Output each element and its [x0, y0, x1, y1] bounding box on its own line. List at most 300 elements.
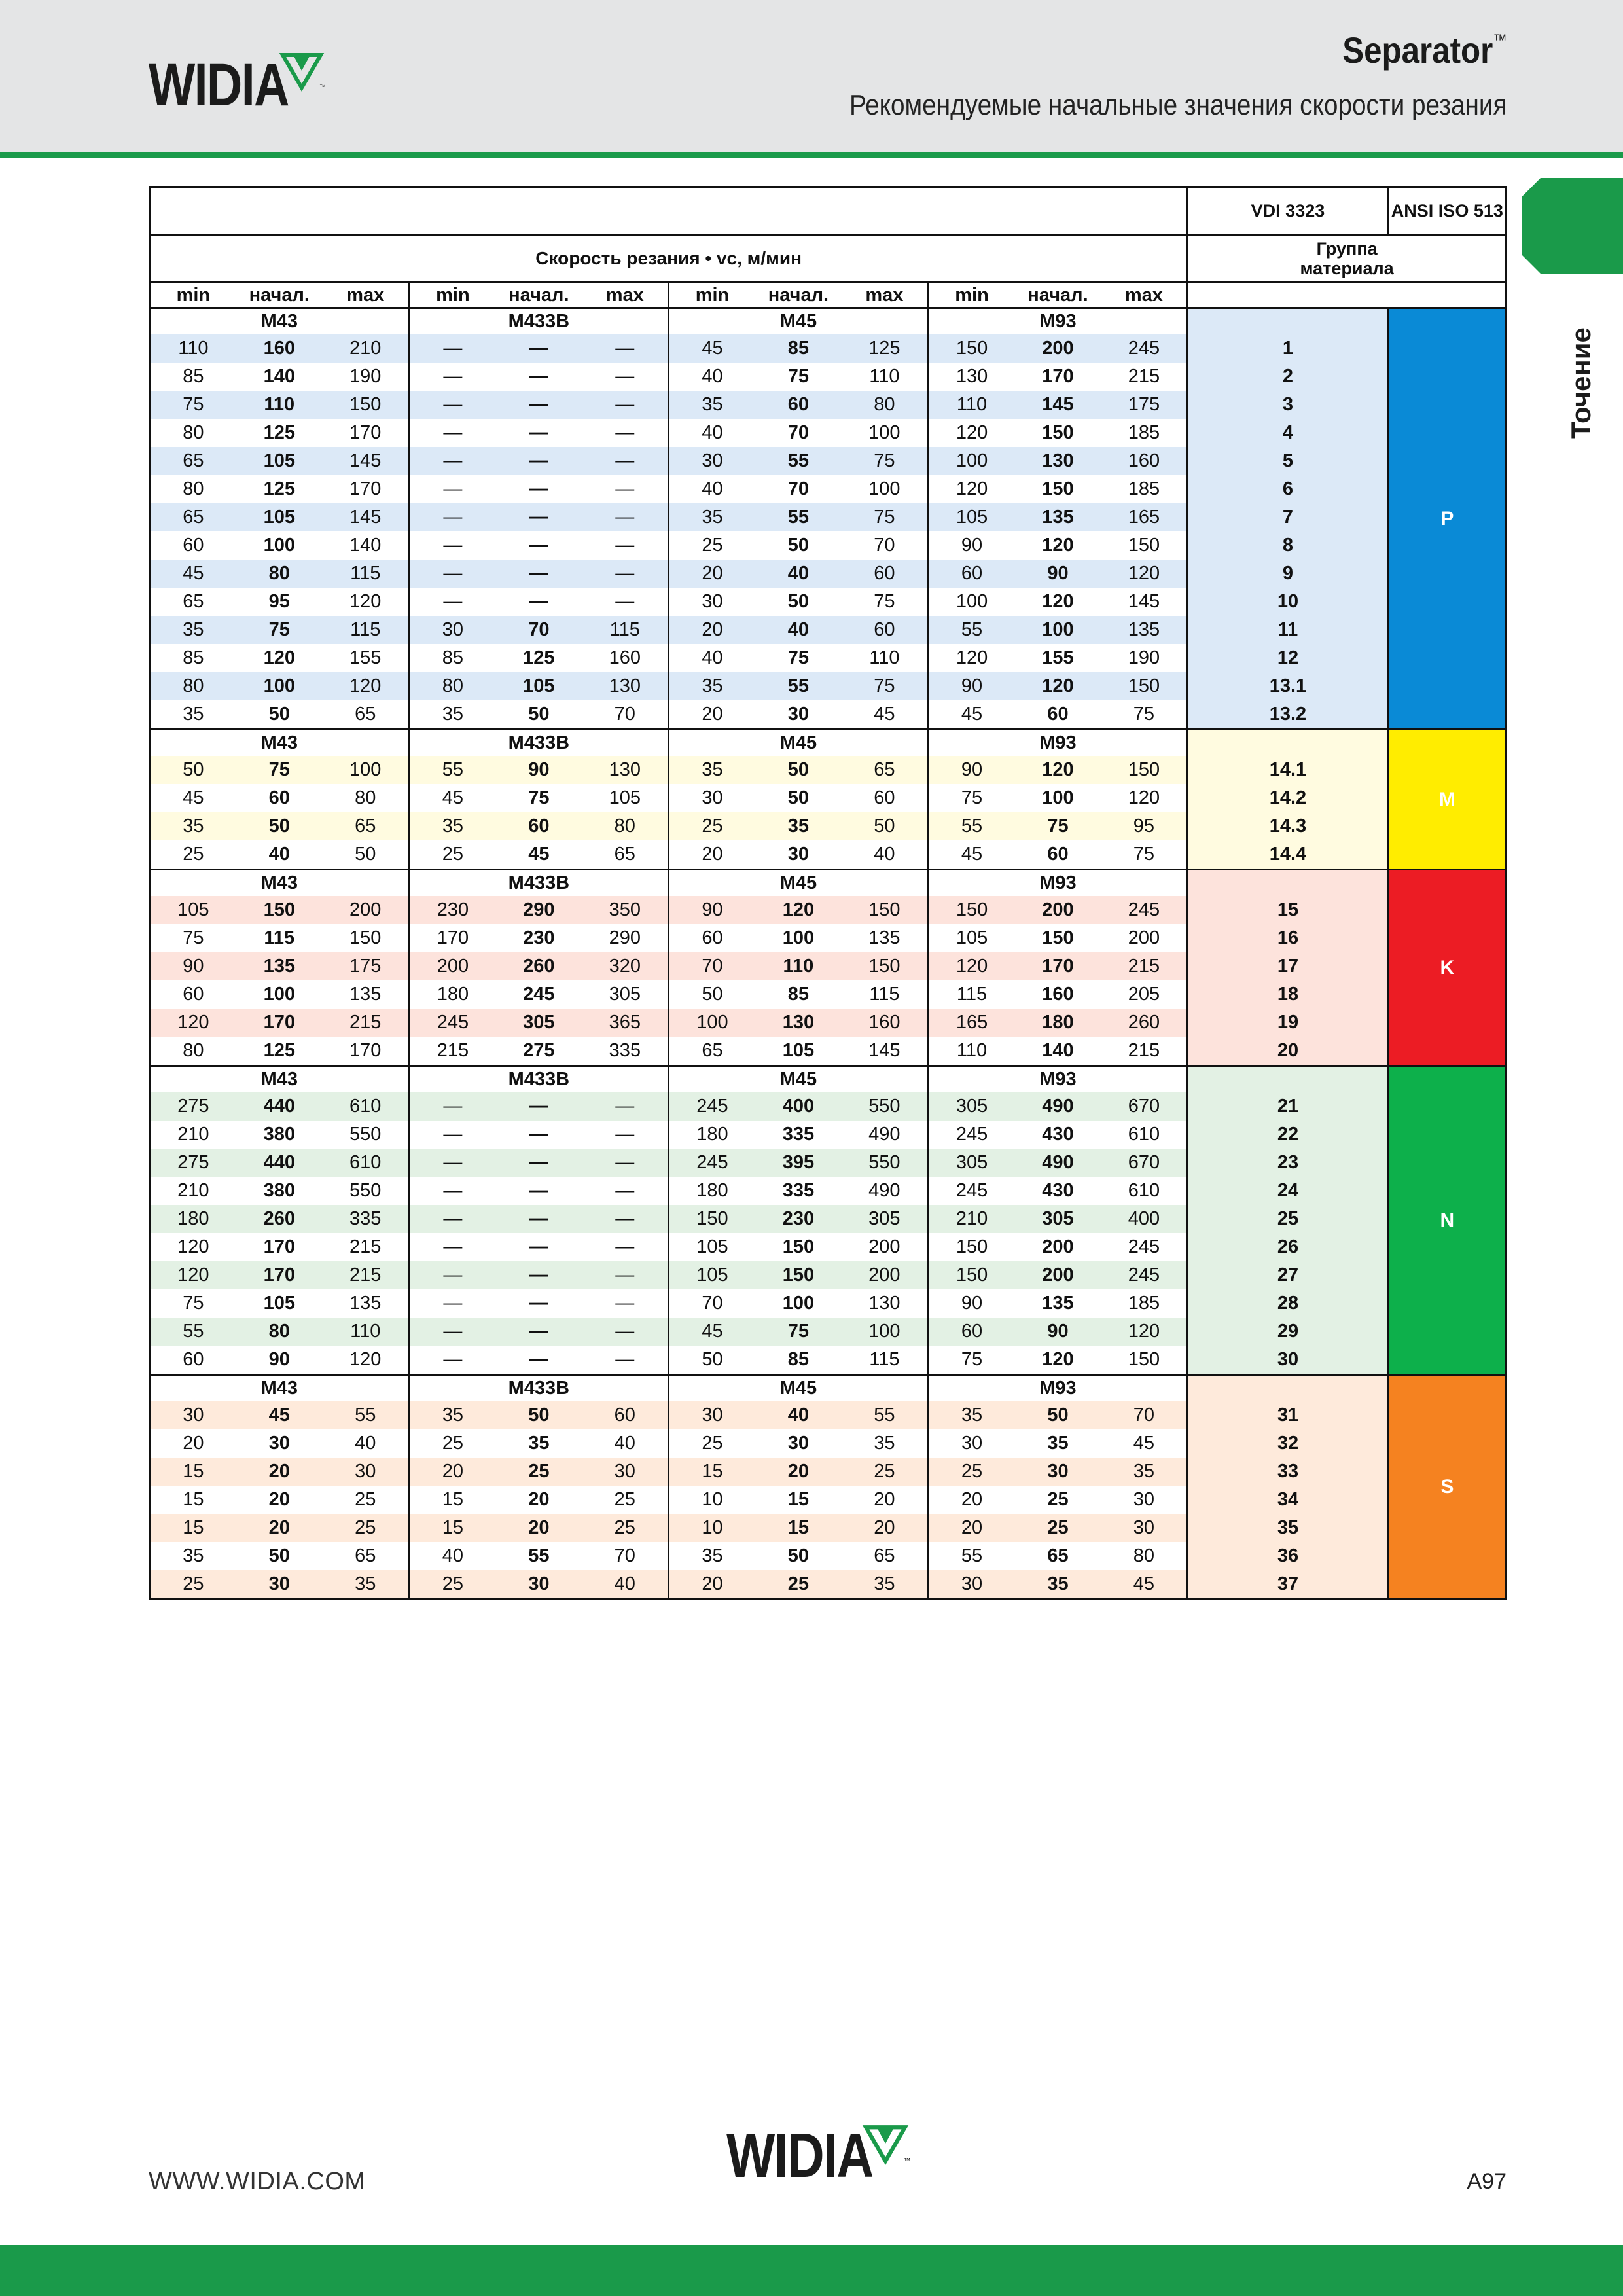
speed-value: 35 — [409, 1401, 495, 1429]
speed-value: 335 — [323, 1205, 409, 1233]
speed-value: 215 — [323, 1261, 409, 1289]
speed-value: 20 — [236, 1514, 323, 1542]
speed-value: 215 — [323, 1233, 409, 1261]
speed-value: 75 — [928, 784, 1014, 812]
speed-value: 75 — [842, 588, 928, 616]
speed-value: 65 — [669, 1037, 755, 1066]
speed-value: 180 — [150, 1205, 236, 1233]
speed-value: 610 — [1101, 1177, 1188, 1205]
speed-value: 125 — [495, 644, 582, 672]
speed-value: — — [582, 334, 668, 363]
group-number-cell — [1188, 870, 1388, 897]
speed-value: 150 — [323, 924, 409, 952]
speed-value: 100 — [842, 419, 928, 447]
grade-name: M433B — [495, 870, 582, 897]
speed-value: 50 — [755, 588, 842, 616]
speed-value: 100 — [842, 475, 928, 503]
speed-value: 120 — [1101, 560, 1188, 588]
material-group-number: 31 — [1188, 1401, 1388, 1429]
speed-value: 40 — [669, 419, 755, 447]
speed-value: 30 — [1101, 1486, 1188, 1514]
grade-spacer — [582, 1375, 668, 1402]
speed-value: 80 — [150, 672, 236, 700]
speed-value: 110 — [928, 391, 1014, 419]
speed-value: 30 — [409, 616, 495, 644]
speed-value: — — [582, 1149, 668, 1177]
speed-value: 610 — [323, 1149, 409, 1177]
speed-value: 245 — [1101, 1233, 1188, 1261]
speed-value: 35 — [755, 812, 842, 840]
speed-value: 45 — [236, 1401, 323, 1429]
material-group-number: 6 — [1188, 475, 1388, 503]
speed-value: 25 — [1014, 1486, 1101, 1514]
speed-value: 100 — [323, 756, 409, 784]
speed-value: 60 — [842, 784, 928, 812]
speed-value: 40 — [409, 1542, 495, 1570]
speed-value: 170 — [1014, 363, 1101, 391]
table-row — [150, 447, 1507, 475]
speed-value: 20 — [928, 1486, 1014, 1514]
material-group-number: 19 — [1188, 1009, 1388, 1037]
speed-value: 170 — [236, 1233, 323, 1261]
speed-value: 150 — [928, 1261, 1014, 1289]
grade-spacer — [1101, 308, 1188, 335]
speed-value: 45 — [669, 1318, 755, 1346]
speed-value: — — [582, 1121, 668, 1149]
speed-value: 35 — [669, 672, 755, 700]
speed-value: 30 — [669, 784, 755, 812]
speed-value: — — [495, 1233, 582, 1261]
material-group-number: 1 — [1188, 334, 1388, 363]
speed-value: 65 — [842, 756, 928, 784]
speed-value: 35 — [928, 1401, 1014, 1429]
table-row — [150, 756, 1507, 784]
speed-value: 60 — [1014, 840, 1101, 870]
speed-value: 50 — [323, 840, 409, 870]
speed-value: 110 — [842, 644, 928, 672]
speed-value: 85 — [755, 980, 842, 1009]
footer-widia-logo — [726, 2121, 910, 2191]
speed-value: 115 — [323, 616, 409, 644]
speed-value: 25 — [409, 1570, 495, 1600]
grade-spacer — [669, 308, 755, 335]
speed-value: 135 — [1014, 503, 1101, 531]
section-tab-label — [1565, 301, 1605, 439]
grade-spacer — [1101, 870, 1188, 897]
speed-value: 15 — [150, 1514, 236, 1542]
speed-value: 185 — [1101, 475, 1188, 503]
speed-value: 75 — [755, 1318, 842, 1346]
speed-value: 30 — [755, 840, 842, 870]
grade-name: M43 — [236, 870, 323, 897]
speed-value: 380 — [236, 1121, 323, 1149]
speed-value: 75 — [150, 391, 236, 419]
grade-name: M45 — [755, 1066, 842, 1093]
speed-value: 60 — [1014, 700, 1101, 730]
speed-value: 60 — [842, 560, 928, 588]
speed-value: — — [409, 475, 495, 503]
speed-value: 120 — [755, 896, 842, 924]
speed-value: 30 — [495, 1570, 582, 1600]
speed-value: 125 — [236, 1037, 323, 1066]
material-group-number: 13.1 — [1188, 672, 1388, 700]
speed-value: 100 — [236, 980, 323, 1009]
grade-name: M43 — [260, 311, 298, 332]
speed-value: — — [495, 334, 582, 363]
material-group-number: 27 — [1188, 1261, 1388, 1289]
speed-value: 180 — [669, 1121, 755, 1149]
speed-value: 55 — [150, 1318, 236, 1346]
speed-value: 35 — [669, 503, 755, 531]
grade-spacer — [669, 1066, 755, 1093]
material-group-number: 28 — [1188, 1289, 1388, 1318]
speed-value: 30 — [236, 1570, 323, 1600]
speed-value: — — [409, 1149, 495, 1177]
speed-value: — — [582, 363, 668, 391]
speed-value: 260 — [236, 1205, 323, 1233]
grade-spacer — [669, 1375, 755, 1402]
speed-value: 25 — [755, 1570, 842, 1600]
speed-value: 25 — [842, 1458, 928, 1486]
material-group-number: 14.4 — [1188, 840, 1388, 870]
speed-value: 120 — [150, 1233, 236, 1261]
speed-value: 80 — [1101, 1542, 1188, 1570]
speed-value: 180 — [669, 1177, 755, 1205]
grade-spacer — [323, 730, 409, 757]
speed-value: 40 — [582, 1429, 668, 1458]
speed-value: 200 — [409, 952, 495, 980]
speed-value: — — [495, 531, 582, 560]
speed-value: 80 — [236, 560, 323, 588]
material-group-number: 23 — [1188, 1149, 1388, 1177]
speed-value: 175 — [323, 952, 409, 980]
speed-value: — — [409, 503, 495, 531]
speed-value: 45 — [495, 840, 582, 870]
speed-value: 20 — [669, 1570, 755, 1600]
speed-value: 25 — [1014, 1514, 1101, 1542]
speed-value: 40 — [755, 616, 842, 644]
speed-value: 45 — [1101, 1429, 1188, 1458]
speed-value: 25 — [323, 1514, 409, 1542]
speed-value: 20 — [150, 1429, 236, 1458]
page-subtitle: Рекомендуемые начальные значения скорости резания — [849, 89, 1507, 121]
speed-value: 35 — [842, 1570, 928, 1600]
iso-group-m: M — [1388, 730, 1506, 870]
iso-group-s: S — [1388, 1375, 1506, 1600]
speed-value: 550 — [842, 1149, 928, 1177]
speed-value: 25 — [150, 1570, 236, 1600]
sub-header-row — [150, 283, 1507, 308]
table-row — [150, 1514, 1507, 1542]
speed-value: 45 — [150, 784, 236, 812]
speed-value: 85 — [755, 334, 842, 363]
speed-value: 210 — [928, 1205, 1014, 1233]
speed-value: 100 — [842, 1318, 928, 1346]
grade-name: M45 — [755, 1375, 842, 1402]
speed-value: 215 — [409, 1037, 495, 1066]
speed-value: 230 — [409, 896, 495, 924]
speed-value: 105 — [755, 1037, 842, 1066]
table-row — [150, 334, 1507, 363]
speed-value: 350 — [582, 896, 668, 924]
speed-value: 25 — [669, 812, 755, 840]
table-row — [150, 503, 1507, 531]
speed-value: — — [409, 1092, 495, 1121]
sub-column-label: min — [928, 283, 1014, 308]
speed-value: 105 — [669, 1261, 755, 1289]
grade-spacer — [928, 1375, 1014, 1402]
speed-value: 10 — [669, 1514, 755, 1542]
sub-column-label: min — [150, 283, 236, 308]
grade-spacer — [928, 730, 1014, 757]
material-group-number: 2 — [1188, 363, 1388, 391]
speed-value: 35 — [323, 1570, 409, 1600]
material-group-number: 17 — [1188, 952, 1388, 980]
speed-value: 60 — [236, 784, 323, 812]
speed-value: — — [582, 475, 668, 503]
material-group-number: 8 — [1188, 531, 1388, 560]
speed-value: 205 — [1101, 980, 1188, 1009]
speed-value: 75 — [842, 447, 928, 475]
speed-value: 35 — [150, 1542, 236, 1570]
grade-spacer — [1101, 1066, 1188, 1093]
speed-value: 245 — [1101, 1261, 1188, 1289]
speed-value: 610 — [323, 1092, 409, 1121]
speed-value: 45 — [669, 334, 755, 363]
speed-value: 15 — [409, 1486, 495, 1514]
speed-value: 55 — [928, 812, 1014, 840]
speed-value: — — [582, 447, 668, 475]
speed-value: 120 — [928, 475, 1014, 503]
speed-value: 215 — [1101, 952, 1188, 980]
logo-text: WIDIA — [149, 52, 289, 118]
speed-value: 200 — [1014, 896, 1101, 924]
speed-value: 45 — [842, 700, 928, 730]
table-row — [150, 840, 1507, 870]
speed-value: 135 — [236, 952, 323, 980]
speed-value: 400 — [1101, 1205, 1188, 1233]
speed-value: 15 — [669, 1458, 755, 1486]
material-group-number: 33 — [1188, 1458, 1388, 1486]
speed-value: 80 — [150, 1037, 236, 1066]
speed-value: 120 — [928, 644, 1014, 672]
speed-value: 75 — [842, 672, 928, 700]
speed-value: — — [409, 391, 495, 419]
speed-value: 50 — [236, 700, 323, 730]
speed-value: 670 — [1101, 1092, 1188, 1121]
grade-row — [150, 308, 1507, 335]
speed-value: 90 — [236, 1346, 323, 1375]
speed-value: 100 — [669, 1009, 755, 1037]
sub-column-label: начал. — [236, 283, 323, 308]
speed-value: 100 — [755, 924, 842, 952]
material-group-number: 12 — [1188, 644, 1388, 672]
speed-value: 275 — [150, 1092, 236, 1121]
footer-bar — [0, 2245, 1623, 2296]
grade-name: M433B — [508, 311, 570, 332]
speed-value: 160 — [842, 1009, 928, 1037]
speed-value: 215 — [1101, 1037, 1188, 1066]
speed-value: — — [495, 503, 582, 531]
speed-value: 60 — [842, 616, 928, 644]
speed-value: 70 — [755, 475, 842, 503]
speed-value: 120 — [150, 1009, 236, 1037]
speed-value: 120 — [323, 588, 409, 616]
speed-value: 100 — [236, 531, 323, 560]
speed-value: 75 — [236, 616, 323, 644]
speed-value: 70 — [669, 952, 755, 980]
speed-value: 120 — [1101, 1318, 1188, 1346]
speed-value: 20 — [669, 700, 755, 730]
group-number-cell — [1188, 1375, 1388, 1402]
grade-row — [150, 730, 1507, 757]
speed-value: 25 — [582, 1514, 668, 1542]
iso-group-k: K — [1388, 870, 1506, 1066]
table-row — [150, 1429, 1507, 1458]
speed-value: — — [495, 447, 582, 475]
table-row — [150, 1149, 1507, 1177]
material-group-number: 14.1 — [1188, 756, 1388, 784]
speed-value: 75 — [1014, 812, 1101, 840]
speed-value: 110 — [928, 1037, 1014, 1066]
speed-value: 85 — [150, 644, 236, 672]
material-group-number: 9 — [1188, 560, 1388, 588]
speed-value: — — [495, 1346, 582, 1375]
speed-value: 210 — [150, 1177, 236, 1205]
speed-value: 80 — [842, 391, 928, 419]
speed-value: — — [582, 1092, 668, 1121]
speed-value: 30 — [1014, 1458, 1101, 1486]
speed-value: 200 — [1014, 1233, 1101, 1261]
speed-value: 40 — [669, 475, 755, 503]
speed-value: 245 — [1101, 334, 1188, 363]
table-row — [150, 588, 1507, 616]
header-spacer — [1388, 283, 1506, 308]
cutting-speed-label: Скорость резания • vc, м/мин — [150, 235, 1188, 283]
speed-value: 70 — [582, 1542, 668, 1570]
speed-value: — — [495, 363, 582, 391]
speed-value: 365 — [582, 1009, 668, 1037]
grade-name: M45 — [755, 870, 842, 897]
speed-value: 55 — [409, 756, 495, 784]
speed-value: 140 — [1014, 1037, 1101, 1066]
speed-value: 115 — [236, 924, 323, 952]
speed-value: 60 — [669, 924, 755, 952]
speed-value: 50 — [755, 756, 842, 784]
material-group-number: 37 — [1188, 1570, 1388, 1600]
speed-value: 215 — [1101, 363, 1188, 391]
speed-value: 120 — [1014, 1346, 1101, 1375]
standard-vdi-label: VDI 3323 — [1188, 187, 1388, 235]
speed-value: — — [495, 1261, 582, 1289]
material-group-number: 36 — [1188, 1542, 1388, 1570]
table-row — [150, 616, 1507, 644]
speed-value: 35 — [409, 812, 495, 840]
speed-value: 30 — [928, 1570, 1014, 1600]
speed-value: — — [495, 1177, 582, 1205]
speed-value: 210 — [323, 334, 409, 363]
speed-value: 160 — [582, 644, 668, 672]
speed-value: 275 — [495, 1037, 582, 1066]
speed-value: 20 — [669, 616, 755, 644]
speed-value: 275 — [150, 1149, 236, 1177]
grade-spacer — [928, 1066, 1014, 1093]
speed-value: 160 — [1101, 447, 1188, 475]
iso-group-n: N — [1388, 1066, 1506, 1375]
table-row — [150, 391, 1507, 419]
speed-value: 185 — [1101, 1289, 1188, 1318]
speed-value: 90 — [150, 952, 236, 980]
speed-value: 150 — [1101, 672, 1188, 700]
speed-value: 50 — [755, 784, 842, 812]
material-group-number: 13.2 — [1188, 700, 1388, 730]
speed-value: 25 — [495, 1458, 582, 1486]
speed-value: 75 — [495, 784, 582, 812]
speed-value: 30 — [150, 1401, 236, 1429]
speed-value: 15 — [755, 1514, 842, 1542]
speed-value: 210 — [150, 1121, 236, 1149]
speed-value: 30 — [323, 1458, 409, 1486]
speed-value: 90 — [928, 756, 1014, 784]
speed-value: 160 — [1014, 980, 1101, 1009]
speed-value: 305 — [928, 1149, 1014, 1177]
speed-value: — — [495, 1121, 582, 1149]
speed-value: — — [409, 1346, 495, 1375]
speed-value: 130 — [755, 1009, 842, 1037]
group-number-cell — [1188, 730, 1388, 757]
speed-value: 230 — [755, 1205, 842, 1233]
speed-value: 50 — [495, 1401, 582, 1429]
speed-value: 65 — [323, 1542, 409, 1570]
speed-value: 75 — [755, 363, 842, 391]
speed-value: 45 — [409, 784, 495, 812]
speed-value: — — [495, 1149, 582, 1177]
speed-value: 150 — [928, 896, 1014, 924]
website-link[interactable]: WWW.WIDIA.COM — [149, 2168, 366, 2195]
table-row — [150, 896, 1507, 924]
speed-value: 335 — [755, 1177, 842, 1205]
material-group-number: 26 — [1188, 1233, 1388, 1261]
grade-spacer — [842, 1375, 928, 1402]
speed-value: — — [582, 1318, 668, 1346]
speed-value: 200 — [1014, 1261, 1101, 1289]
speed-value: 550 — [323, 1121, 409, 1149]
speed-value: — — [495, 391, 582, 419]
speed-value: 395 — [755, 1149, 842, 1177]
table-row — [150, 560, 1507, 588]
material-group-number: 14.3 — [1188, 812, 1388, 840]
speed-value: 200 — [1101, 924, 1188, 952]
speed-value: 55 — [928, 1542, 1014, 1570]
speed-value: — — [409, 588, 495, 616]
speed-value: 75 — [1101, 700, 1188, 730]
speed-value: 145 — [842, 1037, 928, 1066]
speed-value: 245 — [409, 1009, 495, 1037]
grade-spacer — [669, 730, 755, 757]
speed-value: 100 — [928, 588, 1014, 616]
section-tab[interactable] — [1522, 178, 1623, 274]
speed-value: 120 — [236, 644, 323, 672]
speed-value: 90 — [928, 1289, 1014, 1318]
speed-value: 130 — [582, 756, 668, 784]
speed-value: 70 — [669, 1289, 755, 1318]
speed-value: 40 — [755, 1401, 842, 1429]
speed-value: 135 — [323, 980, 409, 1009]
speed-value: 30 — [1101, 1514, 1188, 1542]
speed-value: 75 — [150, 1289, 236, 1318]
speed-value: 20 — [495, 1514, 582, 1542]
speed-value: 150 — [1014, 475, 1101, 503]
